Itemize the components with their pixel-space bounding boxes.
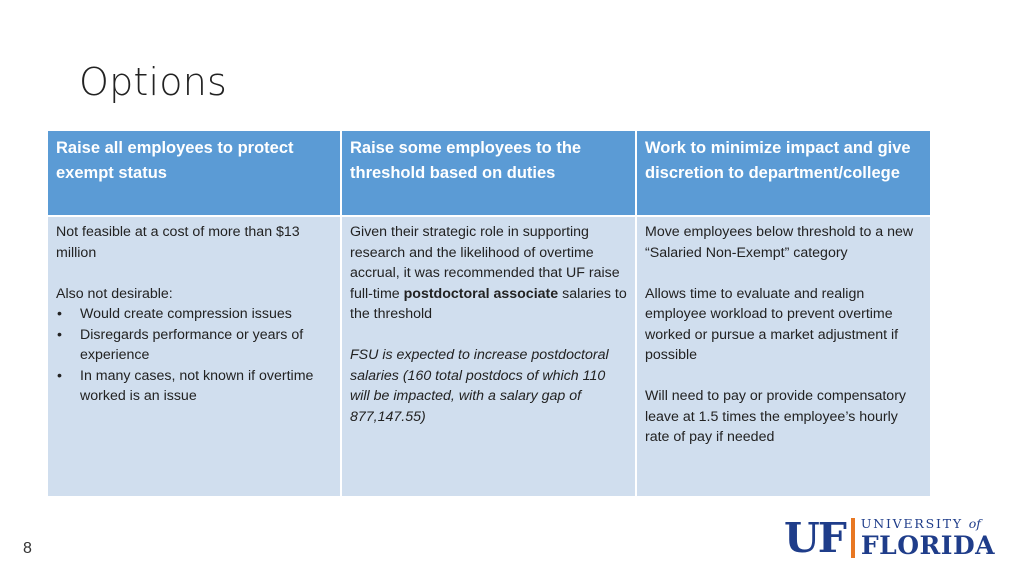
reasons-list bbox=[56, 304, 332, 407]
table-header-minimize-impact: Work to minimize impact and give discretion to department/college bbox=[637, 131, 930, 215]
table-cell-raise-some bbox=[342, 217, 635, 496]
options-table bbox=[48, 131, 928, 496]
slide-title: Options bbox=[79, 60, 228, 104]
not-desirable-text: Also not desirable: bbox=[56, 285, 173, 302]
logo-florida: FLORIDA bbox=[860, 530, 996, 560]
table-header-raise-all: Raise all employees to protect exempt status bbox=[48, 131, 340, 215]
table-cell-raise-all bbox=[48, 217, 340, 496]
logo-wordmark bbox=[861, 518, 995, 558]
postdoc-emphasis: postdoctoral associate bbox=[403, 285, 559, 302]
table-cell-minimize-impact bbox=[637, 217, 930, 496]
logo-divider bbox=[851, 518, 855, 558]
cost-text: Not feasible at a cost of more than $13 million bbox=[56, 224, 300, 261]
list-item: • Disregards performance or years of experience bbox=[56, 325, 332, 366]
logo-university: UNIVERSITY of bbox=[860, 516, 981, 532]
recommendation-text: Given their strategic role in supporting research and the likelihood of overtime accrual, it was recommended that UF raise full-time postdoctoral associate salaries to the threshold bbox=[350, 224, 627, 322]
new-category-text: Move employees below threshold to a new “Salaried Non-Exempt” category bbox=[645, 224, 914, 261]
fsu-note: FSU is expected to increase postdoctoral salaries (160 total postdocs of which 110 will be impacted, with a salary gap of 877,147.55) bbox=[350, 347, 609, 425]
compensation-text: Will need to pay or provide compensatory leave at 1.5 times the employee’s hourly rate of pay if needed bbox=[645, 388, 907, 445]
evaluate-text: Allows time to evaluate and realign employee workload to prevent overtime worked or pursue a market adjustment if possible bbox=[645, 285, 899, 363]
list-item: • In many cases, not known if overtime worked is an issue bbox=[56, 366, 332, 407]
table-header-raise-some: Raise some employees to the threshold based on duties bbox=[342, 131, 635, 215]
page-number: 8 bbox=[23, 540, 32, 557]
list-item: • Would create compression issues bbox=[56, 304, 332, 325]
logo-uf-mark: UF bbox=[784, 514, 845, 562]
uf-logo bbox=[784, 516, 1002, 560]
